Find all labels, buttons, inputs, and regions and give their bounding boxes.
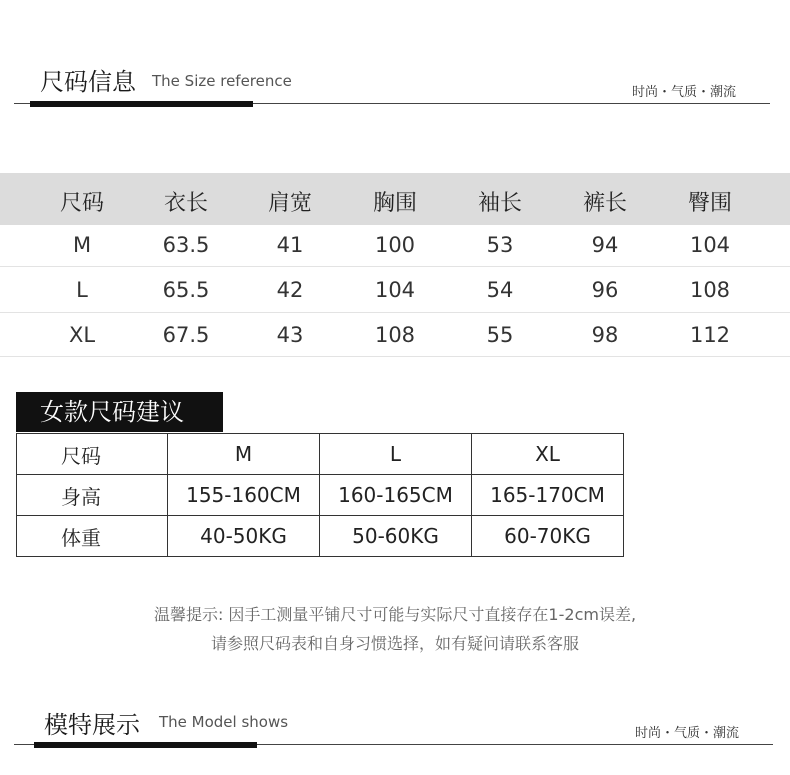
table-cell: 94: [591, 233, 619, 257]
size-table-header-cell: 裤长: [582, 191, 627, 216]
table-cell: 50-60KG: [320, 516, 472, 557]
table-cell: 112: [689, 323, 731, 347]
measurement-note-line1: 温馨提示: 因手工测量平铺尺寸可能与实际尺寸直接存在1-2cm误差,: [153, 605, 637, 624]
measurement-note-line2: 请参照尺码表和自身习惯选择，如有疑问请联系客服: [210, 634, 579, 653]
size-table-header-cell: 尺码: [59, 191, 104, 216]
table-cell: 65.5: [162, 278, 210, 302]
table-cell: 104: [689, 233, 731, 257]
table-cell: 身高: [17, 475, 168, 516]
table-cell: 63.5: [162, 233, 210, 257]
model-section-accent-bar: [34, 742, 257, 748]
table-cell: 98: [591, 323, 619, 347]
table-cell: XL: [68, 323, 96, 347]
size-section-accent-bar: [30, 101, 253, 107]
size-table-header-cell: 胸围: [372, 191, 417, 216]
table-cell: L: [320, 434, 472, 475]
size-table-header-cell: 袖长: [477, 191, 522, 216]
table-cell: 108: [689, 278, 731, 302]
table-cell: 100: [374, 233, 416, 257]
size-section-tagline: 时尚・气质・潮流: [632, 85, 737, 100]
table-cell: L: [76, 278, 88, 302]
size-table-header-cell: 衣长: [163, 191, 208, 216]
table-row: [17, 434, 624, 475]
table-cell: 40-50KG: [168, 516, 320, 557]
table-cell: 155-160CM: [168, 475, 320, 516]
women-size-table: [16, 433, 624, 557]
table-cell: M: [72, 233, 92, 257]
row-divider: [0, 356, 790, 357]
model-section-subtitle: The Model shows: [159, 713, 289, 731]
table-cell: 41: [276, 233, 304, 257]
women-size-badge: 女款尺码建议: [16, 392, 223, 432]
row-divider: [0, 266, 790, 267]
size-section-title: 尺码信息: [40, 68, 136, 96]
table-cell: 96: [591, 278, 619, 302]
table-cell: 160-165CM: [320, 475, 472, 516]
table-cell: 108: [374, 323, 416, 347]
table-cell: 67.5: [162, 323, 210, 347]
model-section-title: 模特展示: [44, 711, 140, 739]
table-cell: 104: [374, 278, 416, 302]
table-cell: 54: [486, 278, 514, 302]
table-cell: 尺码: [17, 434, 168, 475]
table-cell: 42: [276, 278, 304, 302]
table-cell: M: [168, 434, 320, 475]
table-cell: 165-170CM: [472, 475, 624, 516]
table-row: [17, 475, 624, 516]
size-section-subtitle: The Size reference: [152, 72, 292, 90]
size-table-header-cell: 肩宽: [267, 191, 312, 216]
table-row: [17, 516, 624, 557]
table-cell: 55: [486, 323, 514, 347]
table-cell: XL: [472, 434, 624, 475]
table-cell: 体重: [17, 516, 168, 557]
row-divider: [0, 312, 790, 313]
size-table-header-cell: 臀围: [687, 191, 732, 216]
table-cell: 53: [486, 233, 514, 257]
table-cell: 60-70KG: [472, 516, 624, 557]
table-cell: 43: [276, 323, 304, 347]
model-section-tagline: 时尚・气质・潮流: [635, 726, 740, 741]
